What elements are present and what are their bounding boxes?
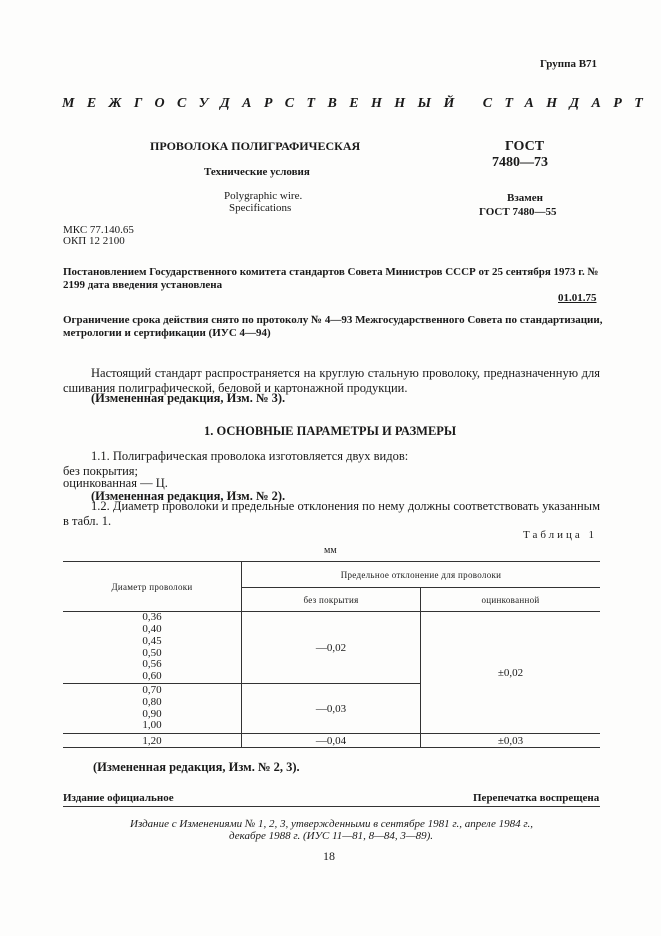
gost-label: ГОСТ (505, 139, 545, 154)
header-deviation: Предельное отклонение для проволоки (242, 562, 601, 588)
reprint-prohibited: Перепечатка воспрещена (473, 792, 600, 804)
type-item-uncoated: без покрытия; (63, 464, 138, 478)
okp-code: ОКП 12 2100 (63, 235, 125, 247)
diameter-value: 1,00 (142, 719, 162, 732)
diameter-value: 0,70 (142, 684, 162, 697)
header-zinc: оцинкованной (421, 588, 601, 612)
intro-paragraph: Настоящий стандарт распространяется на круглую стальную проволоку, предназначенную для сшивания полиграфической, беловой и картонажной продукции. (63, 366, 600, 395)
diameter-value: 0,90 (142, 707, 162, 720)
diameter-group-3: 1,20 (63, 734, 242, 748)
official-edition: Издание официальное (63, 792, 174, 804)
group-code: Группа В71 (540, 58, 598, 70)
mks-code: МКС 77.140.65 (63, 224, 134, 236)
uncoated-deviation-3: —0,04 (242, 734, 421, 748)
gost-number: 7480—73 (492, 155, 548, 170)
diameter-group-1 (63, 612, 242, 684)
amendments-note-line2: декабре 1988 г. (ИУС 11—81, 8—84, 3—89). (229, 830, 434, 842)
header-uncoated: без покрытия (242, 588, 421, 612)
interstate-standard-banner: МЕЖГОСУДАРСТВЕННЫЙ СТАНДАРТ (62, 96, 656, 111)
footer-divider (63, 806, 600, 807)
page-number: 18 (323, 849, 335, 863)
diameter-value: 0,60 (142, 669, 162, 682)
decree-text: Постановлением Государственного комитета стандартов Совета Министров СССР от 25 сентября 1973 г. № 2199 дата введения установлена (63, 266, 599, 291)
diameter-group-2 (63, 684, 242, 734)
uncoated-deviation-2: —0,03 (242, 684, 421, 734)
type-item-zinc: оцинкованная — Ц. (63, 476, 168, 490)
header-diameter: Диаметр проволоки (63, 562, 242, 612)
diameter-value: 0,36 (142, 611, 162, 624)
clause-1-1: 1.1. Полиграфическая проволока изготовляется двух видов: (91, 449, 409, 463)
english-title: Polygraphic wire. (224, 190, 303, 202)
english-subtitle: Specifications (229, 202, 292, 214)
table-caption: Таблица 1 (523, 529, 598, 541)
uncoated-deviation-1: —0,02 (242, 612, 421, 684)
section-heading: 1. ОСНОВНЫЕ ПАРАМЕТРЫ И РАЗМЕРЫ (204, 424, 457, 438)
replaces-label: Взамен (507, 192, 543, 204)
diameter-value: 0,40 (142, 623, 162, 636)
clause-1-2: 1.2. Диаметр проволоки и предельные отклонения по нему должны соответствовать указанным в табл. 1. (63, 499, 600, 528)
clause-change-note: (Измененная редакция, Изм. № 2). (91, 489, 286, 503)
diameter-value: 0,56 (142, 658, 162, 671)
effective-date: 01.01.75 (558, 292, 597, 304)
amendments-note-line1: Издание с Изменениями № 1, 2, 3, утвержденными в сентябре 1981 г., апреле 1984 г., (130, 818, 534, 830)
document-subtitle: Технические условия (204, 166, 310, 178)
intro-change-note: (Измененная редакция, Изм. № 3). (91, 391, 286, 405)
zinc-deviation-1: ±0,02 (421, 612, 601, 734)
diameter-table (63, 561, 600, 748)
limitation-text: Ограничение срока действия снято по протоколу № 4—93 Межгосударственного Совета по стандартизации, метрологии и сертификации (ИУС 4—94) (63, 314, 603, 339)
diameter-value: 0,50 (142, 646, 162, 659)
zinc-deviation-3: ±0,03 (421, 734, 601, 748)
document-title: ПРОВОЛОКА ПОЛИГРАФИЧЕСКАЯ (150, 139, 361, 153)
diameter-value: 0,80 (142, 695, 162, 708)
table-change-note: (Измененная редакция, Изм. № 2, 3). (93, 760, 300, 774)
table-unit: мм (324, 545, 337, 556)
diameter-value: 0,45 (142, 634, 162, 647)
replaces-gost: ГОСТ 7480—55 (479, 206, 557, 218)
